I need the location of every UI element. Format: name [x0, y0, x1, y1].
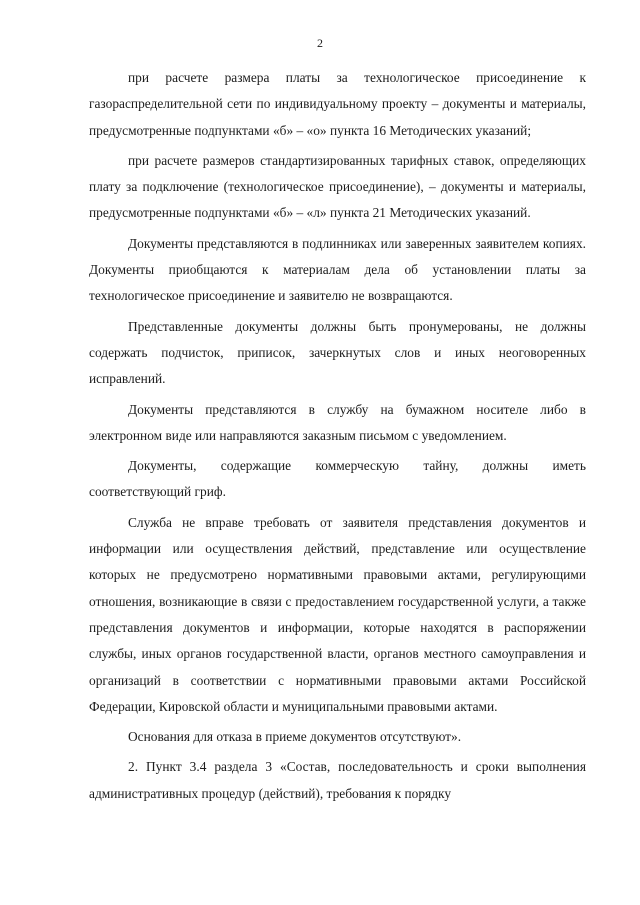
paragraph-standard-rates: при расчете размеров стандартизированных тарифных ставок, определяющих плату за подключение (технологическое присоединение), – документы и материалы, предусмотренные подпунктами «б» – «л» пункта 21 Методических указаний. — [89, 152, 586, 221]
paragraph-no-refusal-grounds: Основания для отказа в приеме документов отсутствуют». — [128, 729, 462, 745]
document-body — [89, 65, 586, 807]
paragraph-submission: Документы представляются в службу на бумажном носителе либо в электронном виде или направляются заказным письмом с уведомлением. — [89, 401, 586, 443]
paragraph-commercial-secret: Документы, содержащие коммерческую тайну, должны иметь соответствующий гриф. — [89, 458, 586, 500]
paragraph-numbering: Представленные документы должны быть пронумерованы, не должны содержать подчисток, приписок, зачеркнутых слов и иных неоговоренных исправлений. — [89, 318, 586, 387]
paragraph-service-restrictions: Служба не вправе требовать от заявителя представления документов и информации или осуществления действий, представление или осуществление которых не предусмотрено нормативными правовыми актами, регулирующими отношения, возникающие в связи с предоставлением государственной услуги, а также представления документов и информации, которые находятся в распоряжении службы, иных органов государственной власти, органов местного самоуправления и организаций в соответствии с нормативными правовыми актами Российской Федерации, Кировской области и муниципальными правовыми актами. — [89, 514, 586, 714]
paragraph-individual-project: при расчете размера платы за технологическое присоединение к газораспределительной сети по индивидуальному проекту – документы и материалы, предусмотренные подпунктами «б» – «о» пункта 16 Методических указаний; — [89, 70, 586, 138]
page-number: 2 — [317, 36, 323, 50]
paragraph-item-3-4: 2. Пункт 3.4 раздела 3 «Состав, последовательность и сроки выполнения административных процедур (действий), требования к порядку — [89, 759, 586, 801]
paragraph-originals: Документы представляются в подлинниках или заверенных заявителем копиях. Документы приобщаются к материалам дела об установлении платы за технологическое присоединение и заявителю не возвращаются. — [89, 235, 586, 304]
